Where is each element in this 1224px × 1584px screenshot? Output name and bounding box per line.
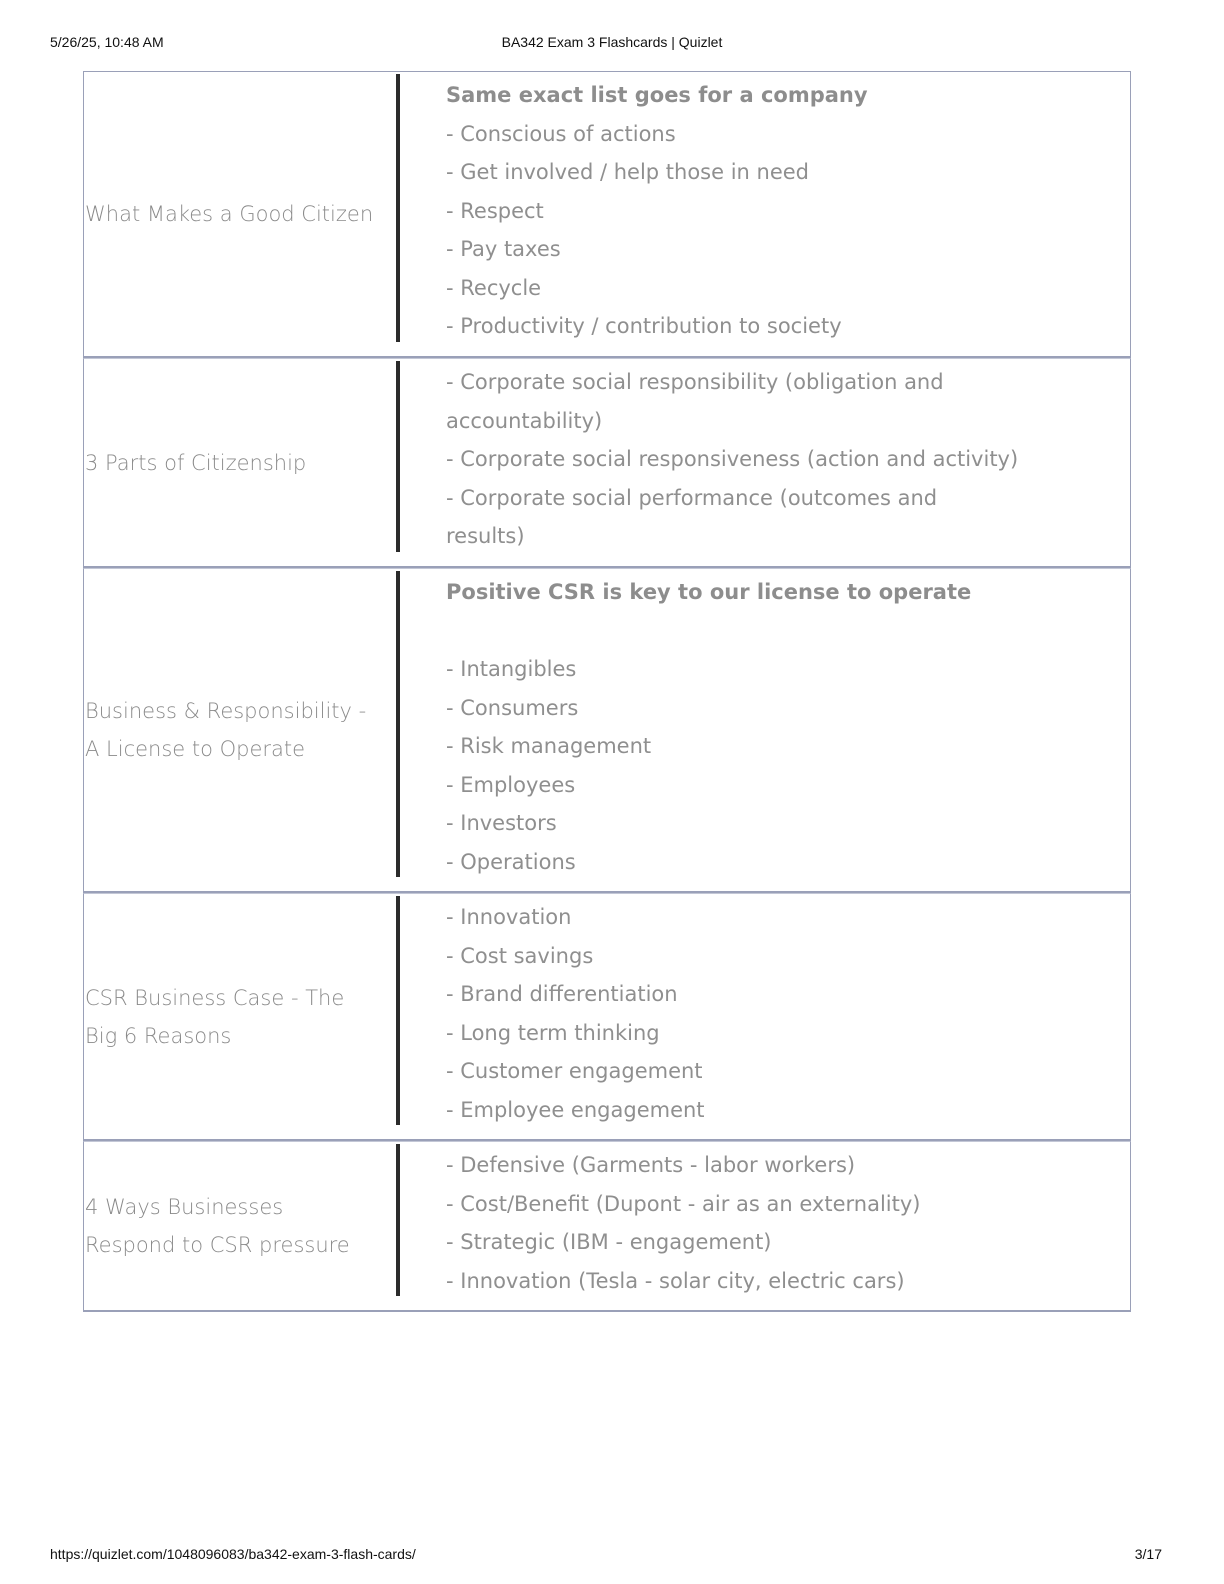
- definition-line: - Intangibles: [446, 657, 577, 681]
- definition-line: - Respect: [446, 198, 544, 223]
- definition-line: - Risk management: [446, 734, 652, 758]
- definition-line: - Corporate social performance (outcomes and: [446, 485, 938, 510]
- flashcard: [83, 1141, 1131, 1312]
- definition-line: results): [446, 524, 525, 548]
- definition-line: - Cost/Benefit (Dupont - air as an externality): [446, 1191, 921, 1216]
- flashcard-term: CSR Business Case - The Big 6 Reasons: [85, 985, 345, 1048]
- print-page-title: BA342 Exam 3 Flashcards | Quizlet: [501, 34, 723, 50]
- flashcard-definition: [400, 1142, 1130, 1310]
- flashcard-term: Business & Responsibility - A License to Operate: [85, 699, 367, 761]
- definition-line: - Operations: [446, 849, 576, 874]
- definition-line: - Recycle: [446, 275, 542, 300]
- definition-heading: Positive CSR is key to our license to operate: [446, 580, 972, 604]
- definition-line: accountability): [446, 408, 603, 433]
- print-timestamp: 5/26/25, 10:48 AM: [50, 34, 164, 50]
- definition-line: - Pay taxes: [446, 237, 561, 261]
- flashcard-term: 4 Ways Businesses Respond to CSR pressure: [85, 1195, 350, 1257]
- definition-line: - Get involved / help those in need: [446, 160, 810, 184]
- flashcard-list: [83, 71, 1131, 1312]
- flashcard: [83, 893, 1131, 1141]
- definition-line: - Corporate social responsiveness (action and activity): [446, 447, 1019, 471]
- page-url: https://quizlet.com/1048096083/ba342-exam-3-flash-cards/: [50, 1546, 416, 1562]
- flashcard-definition: [400, 359, 1130, 566]
- flashcard-definition: [400, 894, 1130, 1139]
- definition-heading: Same exact list goes for a company: [446, 83, 868, 107]
- definition-line: - Customer engagement: [446, 1059, 703, 1083]
- definition-line: - Defensive (Garments - labor workers): [446, 1153, 856, 1177]
- definition-line: - Brand differentiation: [446, 982, 678, 1006]
- flashcard-term: 3 Parts of Citizenship: [85, 450, 307, 475]
- definition-line: - Employees: [446, 772, 576, 797]
- definition-line: - Consumers: [446, 695, 579, 720]
- definition-line: - Productivity / contribution to society: [446, 314, 842, 338]
- definition-line: - Investors: [446, 811, 557, 835]
- definition-line: - Cost savings: [446, 943, 594, 968]
- definition-line: - Strategic (IBM - engagement): [446, 1230, 772, 1254]
- definition-line: - Conscious of actions: [446, 121, 676, 146]
- flashcard: [83, 358, 1131, 568]
- flashcard-term: What Makes a Good Citizen: [85, 202, 374, 226]
- definition-line: - Corporate social responsibility (obligation and: [446, 370, 944, 394]
- definition-line: - Long term thinking: [446, 1020, 660, 1045]
- definition-line: [446, 612, 1130, 651]
- definition-line: - Innovation: [446, 905, 572, 929]
- flashcard-definition: [400, 72, 1130, 356]
- flashcard: [83, 71, 1131, 358]
- flashcard-definition: [400, 569, 1130, 891]
- page-number: 3/17: [1134, 1546, 1162, 1562]
- flashcard: [83, 568, 1131, 893]
- definition-line: - Employee engagement: [446, 1097, 705, 1122]
- definition-line: - Innovation (Tesla - solar city, electric cars): [446, 1268, 905, 1293]
